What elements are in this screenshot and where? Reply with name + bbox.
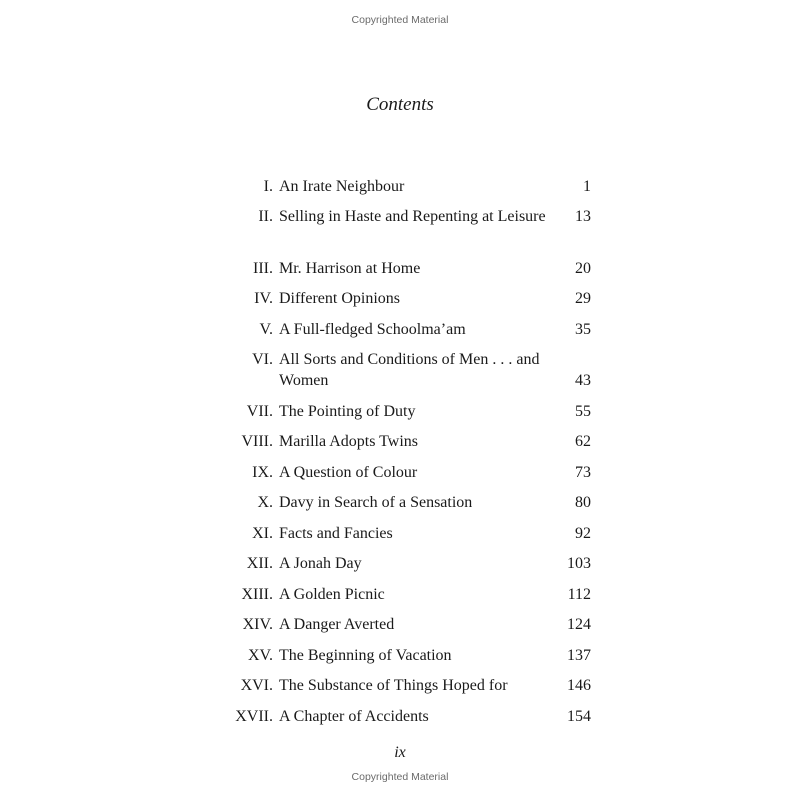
chapter-number: XI. (252, 525, 273, 542)
chapter-number: II. (258, 208, 273, 225)
chapter-title: A Jonah Day (279, 555, 362, 572)
chapter-number: IV. (254, 290, 273, 307)
chapter-title: The Substance of Things Hoped for (279, 677, 508, 694)
chapter-page-number: 73 (575, 464, 591, 481)
chapter-page-number: 55 (575, 403, 591, 420)
chapter-number: V. (259, 321, 273, 338)
chapter-number: VII. (246, 403, 273, 420)
chapter-number: VIII. (241, 433, 273, 450)
chapter-page-number: 43 (575, 372, 591, 389)
chapter-page-number: 92 (575, 525, 591, 542)
chapter-number: I. (263, 178, 273, 195)
chapter-page-number: 80 (575, 494, 591, 511)
chapter-number: X. (257, 494, 273, 511)
chapter-number: XVII. (235, 708, 273, 725)
chapter-page-number: 146 (567, 677, 591, 694)
chapter-title: Davy in Search of a Sensation (279, 494, 473, 511)
chapter-number: XIII. (241, 586, 273, 603)
chapter-page-number: 1 (583, 178, 591, 195)
chapter-number: III. (253, 260, 273, 277)
page-title: Contents (366, 94, 434, 115)
chapter-title: A Full-fledged Schoolma’am (279, 321, 466, 338)
chapter-number: VI. (252, 351, 273, 368)
page-number-folio: ix (394, 744, 406, 761)
chapter-page-number: 35 (575, 321, 591, 338)
chapter-number: XII. (246, 555, 273, 572)
chapter-number: XIV. (242, 616, 273, 633)
chapter-title: The Beginning of Vacation (279, 647, 452, 664)
copyright-watermark-bottom: Copyrighted Material (351, 771, 449, 783)
chapter-title: An Irate Neighbour (279, 178, 405, 195)
chapter-page-number: 154 (567, 708, 591, 725)
chapter-title: A Chapter of Accidents (279, 708, 429, 725)
chapter-page-number: 62 (575, 433, 591, 450)
chapter-title: A Golden Picnic (279, 586, 385, 603)
copyright-watermark-top: Copyrighted Material (351, 14, 449, 26)
chapter-number: XVI. (240, 677, 273, 694)
chapter-page-number: 20 (575, 260, 591, 277)
chapter-page-number: 13 (575, 208, 591, 225)
chapter-title: A Question of Colour (279, 464, 418, 481)
chapter-title: Marilla Adopts Twins (279, 433, 419, 450)
chapter-title: Facts and Fancies (279, 525, 393, 542)
chapter-title: The Pointing of Duty (279, 403, 416, 420)
chapter-title: A Danger Averted (279, 616, 395, 633)
chapter-number: XV. (247, 647, 273, 664)
chapter-number: IX. (252, 464, 273, 481)
chapter-title: Selling in Haste and Repenting at Leisure (279, 208, 546, 225)
chapter-page-number: 124 (567, 616, 591, 633)
chapter-title: Different Opinions (279, 290, 401, 307)
chapter-page-number: 103 (567, 555, 591, 572)
chapter-page-number: 29 (575, 290, 591, 307)
chapter-page-number: 137 (567, 647, 591, 664)
chapter-page-number: 112 (567, 586, 591, 603)
chapter-title: All Sorts and Conditions of Men . . . and Women (279, 351, 540, 389)
chapter-title: Mr. Harrison at Home (279, 260, 421, 277)
